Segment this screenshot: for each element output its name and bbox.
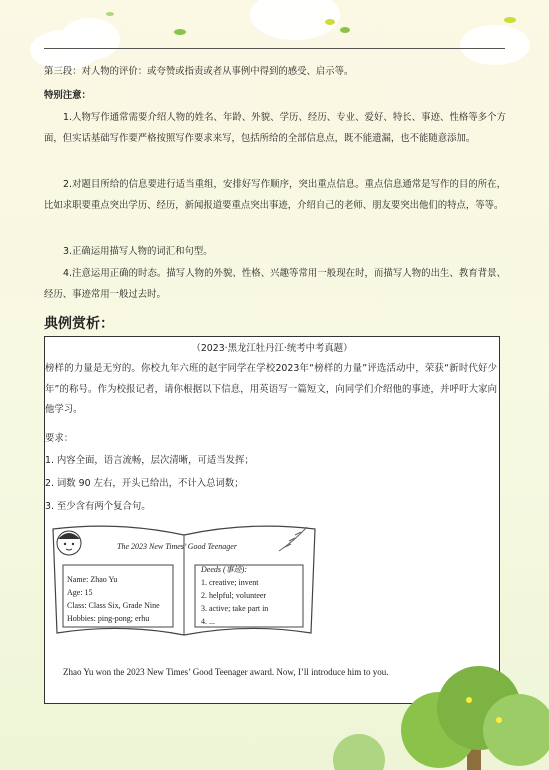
header-rule — [44, 48, 505, 49]
example-title: 典例赏析： — [44, 316, 114, 332]
profile-class: Class: Class Six, Grade Nine — [67, 601, 160, 610]
req-2: 2. 词数 90 左右，开头已给出，不计入总词数； — [45, 478, 244, 489]
note-4: 4.注意运用正确的时态。描写人物的外貌、性格、兴趣等常用一般现在时，而描写人物的出生、教育背景、经历、事迹常用一般过去时。 — [44, 268, 506, 300]
note-2: 2.对题目所给的信息要进行适当重组，安排好写作顺序，突出重点信息。重点信息通常是写作的目的所在，比如求职要重点突出学历、经历，新闻报道要重点突出事迹，介绍自己的老师、朋友要突出他们的特点，等等。 — [44, 179, 506, 211]
profile-age: Age: 15 — [67, 588, 93, 597]
req-1: 1. 内容全面，语言流畅，层次清晰，可适当发挥； — [45, 455, 254, 466]
note-1: 1.人物写作通常需要介绍人物的姓名、年龄、外貌、学历、经历、专业、爱好、特长、事迹、性格等多个方面，但实话基础写作要严格按照写作要求来写，包括所给的全部信息点，既不能遗漏，也不能随意添加。 — [44, 112, 506, 144]
deeds-card — [201, 563, 268, 628]
leaf-decoration — [0, 0, 549, 70]
notes-title: 特别注意： — [44, 90, 91, 101]
note-3: 3.正确运用描写人物的词汇和句型。 — [63, 246, 213, 257]
deed-4: 4. ... — [201, 617, 215, 626]
example-intro: 榜样的力量是无穷的。你校九年六班的赵宇同学在学校2023年“榜样的力量”评选活动中，荣获“新时代好少年”的称号。作为校报记者，请你根据以下信息，用英语写一篇短文，向同学们介绍他的事迹，并呼吁大家向他学习。 — [45, 363, 497, 415]
profile-hobbies: Hobbies: ping-pong; erhu — [67, 614, 150, 623]
deeds-title: Deeds (事迹): — [201, 565, 247, 574]
deed-1: 1. creative; invent — [201, 578, 259, 587]
deed-3: 3. active; take part in — [201, 604, 269, 613]
profile-name: Name: Zhao Yu — [67, 575, 118, 584]
example-box — [44, 336, 500, 704]
profile-card — [67, 573, 160, 625]
req-title: 要求： — [45, 433, 74, 444]
book-title: The 2023 New Times’ Good Teenager — [117, 542, 237, 551]
req-3: 3. 至少含有两个复合句。 — [45, 501, 151, 512]
tree-decoration — [329, 660, 549, 770]
opening-sentence: Zhao Yu won the 2023 New Times’ Good Teenager award. Now, I’ll introduce him to you. — [63, 667, 389, 677]
example-source: （2023·黑龙江牡丹江·统考中考真题） — [191, 343, 353, 354]
section3-text: 第三段：对人物的评价：或夸赞或指责或者从事例中得到的感受、启示等。 — [44, 66, 354, 77]
deed-2: 2. helpful; volunteer — [201, 591, 267, 600]
